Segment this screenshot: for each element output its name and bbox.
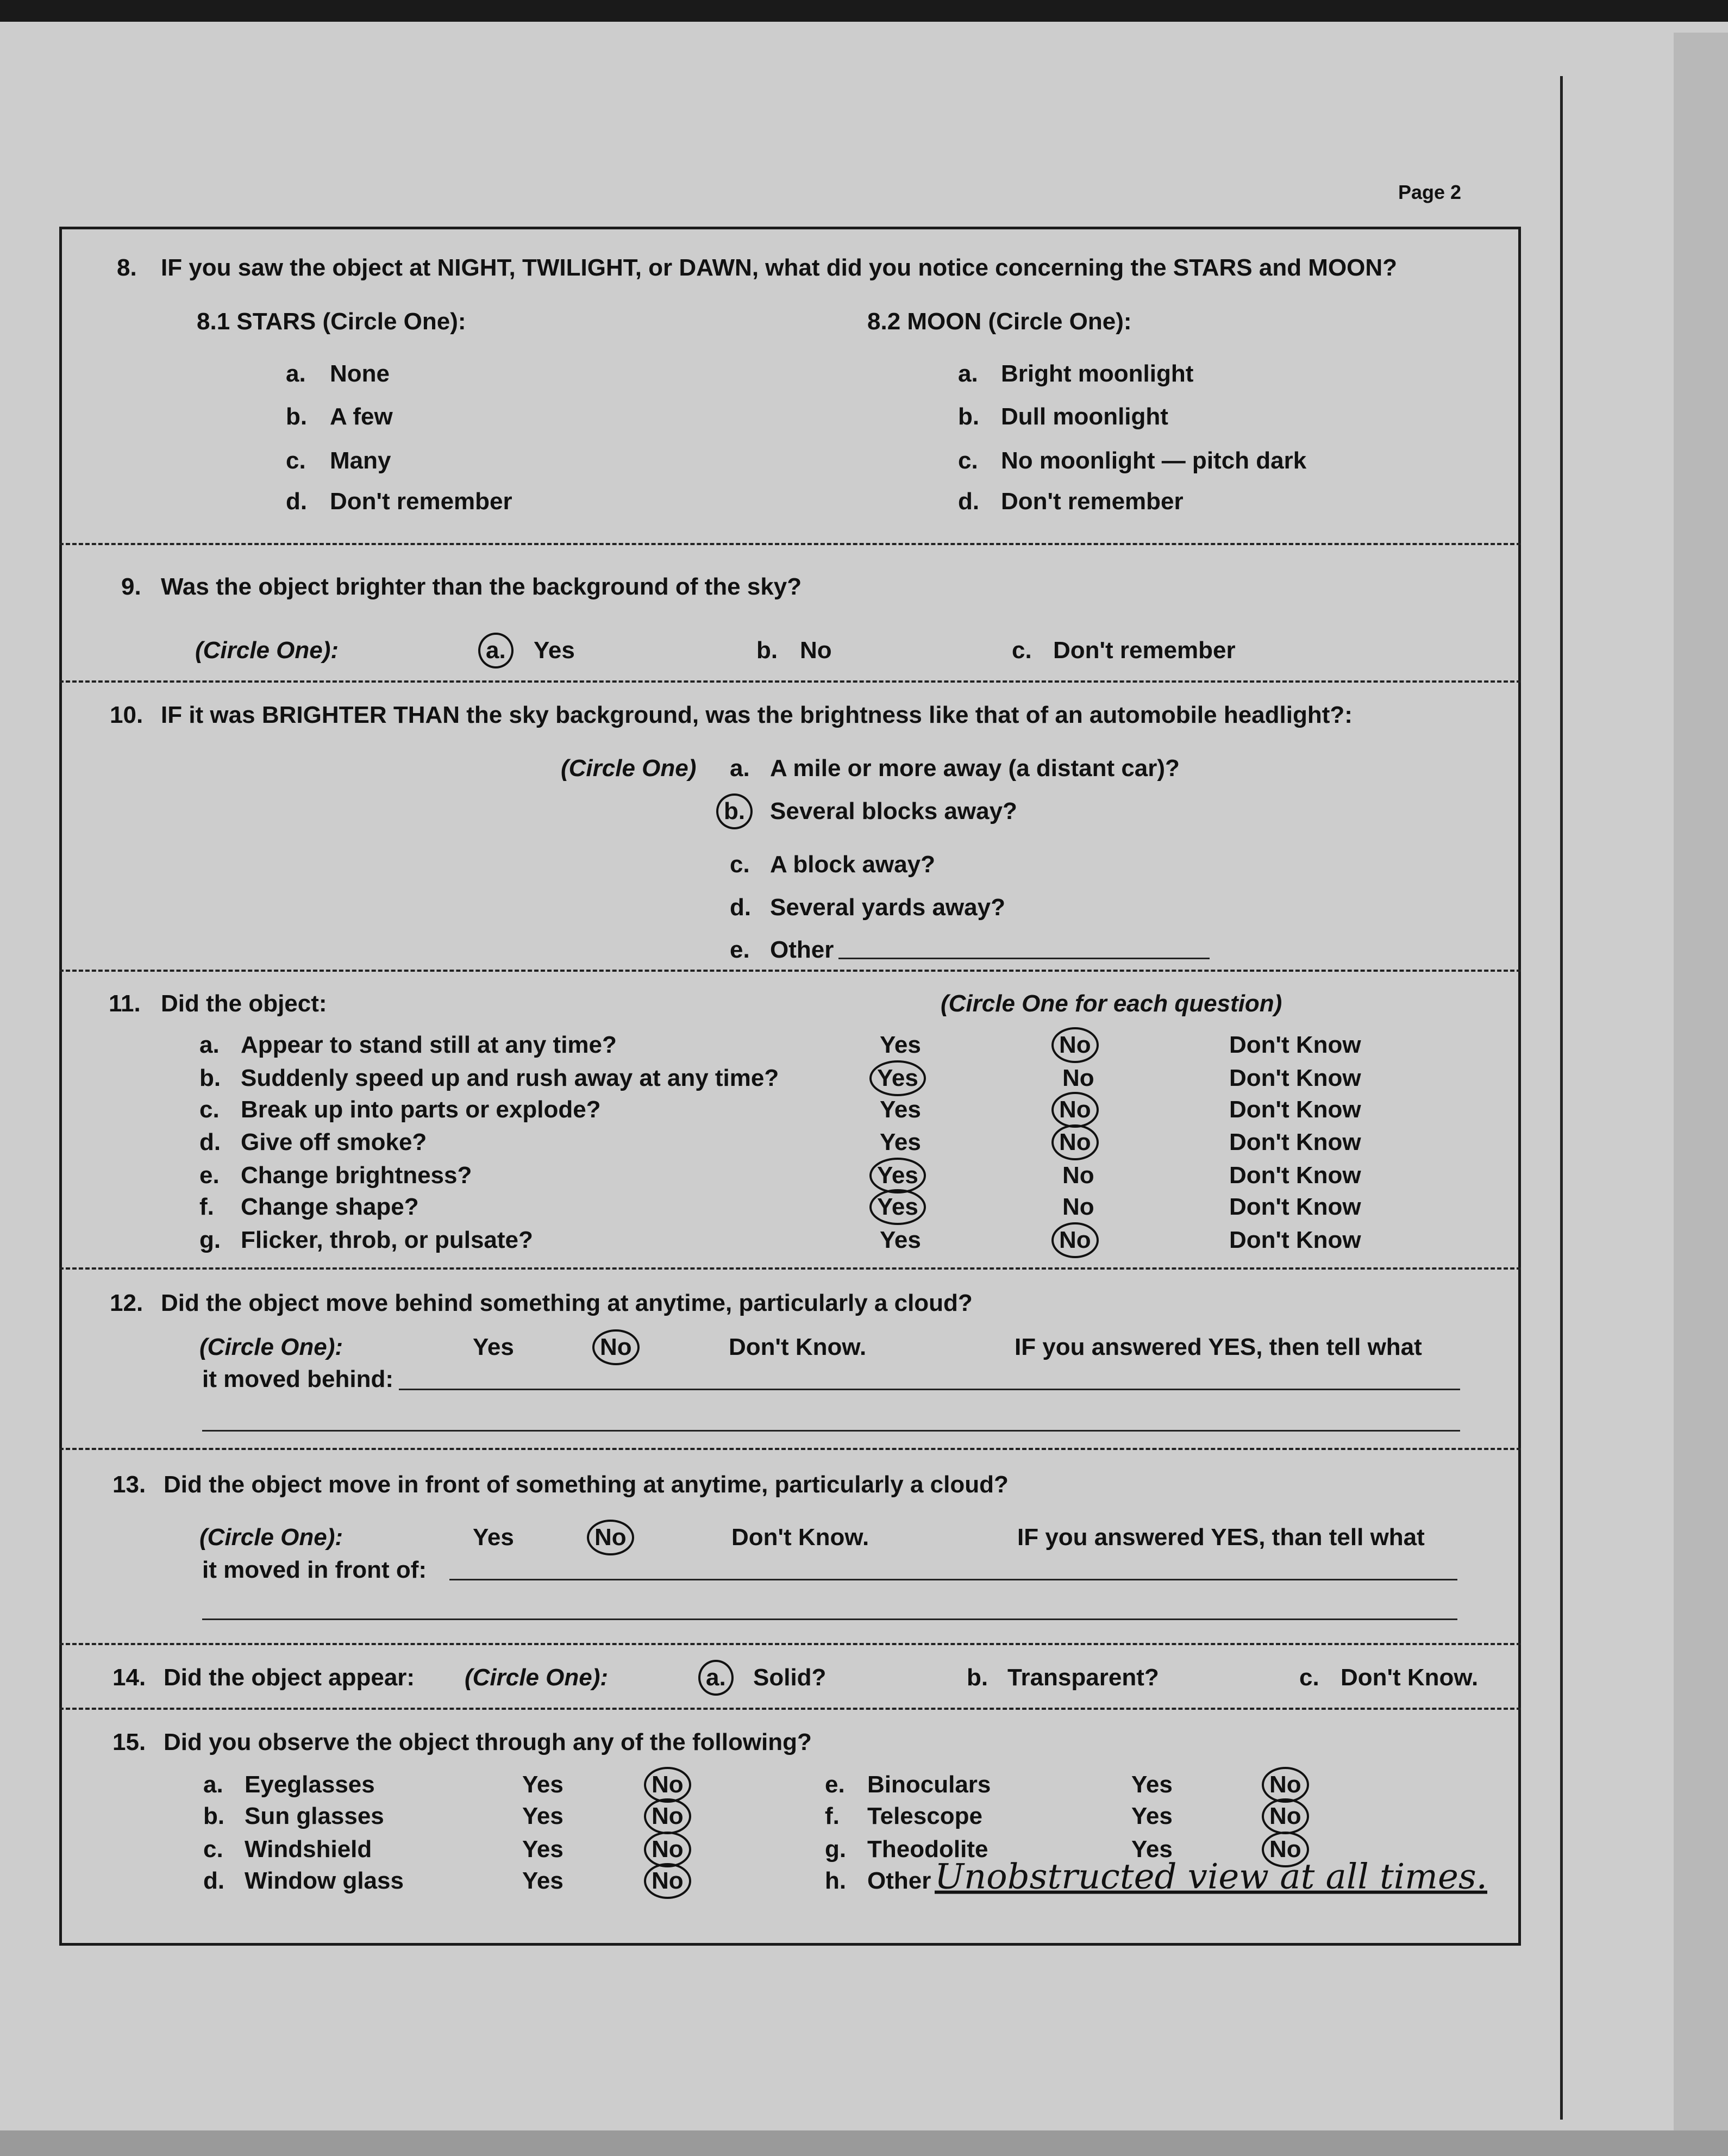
option-letter: d. bbox=[286, 488, 308, 515]
dont-know-option[interactable]: Don't Know bbox=[1229, 1065, 1361, 1091]
option-letter: d. bbox=[199, 1129, 221, 1155]
q13-follow-label: it moved in front of: bbox=[202, 1557, 427, 1583]
moon-option[interactable]: Dull moonlight bbox=[1001, 403, 1168, 430]
option-letter: a. bbox=[286, 360, 306, 387]
other-blank-line[interactable] bbox=[838, 958, 1210, 959]
option-letter: g. bbox=[199, 1227, 221, 1253]
q9-number: 9. bbox=[121, 573, 141, 600]
q15-number: 15. bbox=[112, 1729, 146, 1755]
yes-option-selected[interactable]: Yes bbox=[869, 1060, 926, 1096]
q12-if-yes-label: IF you answered YES, then tell what bbox=[1015, 1334, 1422, 1360]
dont-know-option[interactable]: Don't Know bbox=[1229, 1096, 1361, 1123]
q13-no-selected[interactable]: No bbox=[587, 1520, 634, 1555]
option-letter: a. bbox=[730, 755, 750, 782]
option-letter: b. bbox=[203, 1803, 225, 1829]
option-letter: f. bbox=[199, 1193, 214, 1220]
option-letter: a. bbox=[958, 360, 978, 387]
q9-option-a-selected[interactable]: a. bbox=[478, 633, 514, 668]
option-letter: c. bbox=[203, 1836, 223, 1863]
divider bbox=[59, 680, 1521, 683]
q12-no-selected[interactable]: No bbox=[592, 1329, 640, 1365]
option-letter: b. bbox=[967, 1664, 988, 1691]
moon-option[interactable]: Bright moonlight bbox=[1001, 360, 1194, 387]
no-option-selected[interactable]: No bbox=[644, 1863, 691, 1899]
q13-question: Did the object move in front of something at anytime, particularly a cloud? bbox=[164, 1471, 1009, 1498]
q10-option[interactable]: Other bbox=[770, 936, 834, 963]
yes-option-selected[interactable]: Yes bbox=[869, 1189, 926, 1225]
q10-option[interactable]: A mile or more away (a distant car)? bbox=[770, 755, 1180, 782]
yes-option[interactable]: Yes bbox=[1131, 1771, 1173, 1798]
q13-number: 13. bbox=[112, 1471, 146, 1498]
no-option-selected[interactable]: No bbox=[644, 1832, 691, 1867]
stars-option[interactable]: None bbox=[330, 360, 390, 387]
divider bbox=[59, 1643, 1521, 1645]
option-letter: c. bbox=[199, 1096, 220, 1123]
q11-number: 11. bbox=[109, 990, 141, 1017]
q14-option[interactable]: Don't Know. bbox=[1341, 1664, 1479, 1691]
q15-item-label: Windshield bbox=[245, 1836, 372, 1863]
q15-item-label: Theodolite bbox=[867, 1836, 988, 1863]
q11-question: Did the object: bbox=[161, 990, 327, 1017]
option-letter: g. bbox=[825, 1836, 847, 1863]
q11-item-question: Suddenly speed up and rush away at any time? bbox=[241, 1065, 779, 1091]
q11-item-question: Give off smoke? bbox=[241, 1129, 427, 1155]
scan-bottom-border bbox=[0, 2130, 1728, 2156]
option-letter: e. bbox=[825, 1771, 845, 1798]
yes-option[interactable]: Yes bbox=[880, 1032, 921, 1058]
q9-option-text[interactable]: No bbox=[800, 637, 832, 664]
yes-option[interactable]: Yes bbox=[522, 1803, 564, 1829]
stars-heading: 8.1 STARS (Circle One): bbox=[197, 308, 466, 335]
page-number: Page 2 bbox=[1398, 181, 1462, 203]
q10-option[interactable]: Several yards away? bbox=[770, 894, 1005, 921]
option-letter: c. bbox=[730, 851, 750, 878]
option-letter: e. bbox=[199, 1162, 220, 1189]
q8-question: IF you saw the object at NIGHT, TWILIGHT, or DAWN, what did you notice concerning the STARS and MOON? bbox=[161, 254, 1398, 281]
no-option-selected[interactable]: No bbox=[644, 1798, 691, 1834]
option-letter: b. bbox=[756, 637, 778, 664]
circle-one-label: (Circle One): bbox=[465, 1664, 609, 1691]
yes-option[interactable]: Yes bbox=[522, 1867, 564, 1894]
yes-option[interactable]: Yes bbox=[1131, 1803, 1173, 1829]
q15-item-label: Sun glasses bbox=[245, 1803, 384, 1829]
circle-one-label: (Circle One) bbox=[561, 755, 697, 782]
q15-item-label: Window glass bbox=[245, 1867, 404, 1894]
option-letter: c. bbox=[286, 447, 306, 474]
option-letter: b. bbox=[199, 1065, 221, 1091]
option-letter: a. bbox=[203, 1771, 223, 1798]
scan-top-border bbox=[0, 0, 1728, 22]
q9-question: Was the object brighter than the background of the sky? bbox=[161, 573, 802, 600]
answer-line[interactable] bbox=[202, 1618, 1457, 1620]
q13-if-yes-label: IF you answered YES, than tell what bbox=[1017, 1524, 1425, 1551]
circle-one-label: (Circle One): bbox=[199, 1524, 343, 1551]
q13-yes[interactable]: Yes bbox=[473, 1524, 514, 1551]
q15-item-label: Eyeglasses bbox=[245, 1771, 375, 1798]
q12-number: 12. bbox=[110, 1290, 143, 1316]
q9-option-text[interactable]: Don't remember bbox=[1053, 637, 1236, 664]
option-letter: h. bbox=[825, 1867, 847, 1894]
divider bbox=[59, 1448, 1521, 1450]
option-letter: d. bbox=[203, 1867, 225, 1894]
q14-option[interactable]: Transparent? bbox=[1007, 1664, 1159, 1691]
q9-option-text[interactable]: Yes bbox=[534, 637, 575, 664]
moon-option[interactable]: No moonlight — pitch dark bbox=[1001, 447, 1307, 474]
dont-know-option[interactable]: Don't Know bbox=[1229, 1129, 1361, 1155]
circle-one-label: (Circle One): bbox=[195, 637, 339, 664]
dont-know-option[interactable]: Don't Know bbox=[1229, 1227, 1361, 1253]
no-option-selected[interactable]: No bbox=[1051, 1092, 1099, 1128]
q11-item-question: Appear to stand still at any time? bbox=[241, 1032, 617, 1058]
no-option-selected[interactable]: No bbox=[1051, 1124, 1099, 1160]
moon-option[interactable]: Don't remember bbox=[1001, 488, 1184, 515]
option-letter: c. bbox=[958, 447, 978, 474]
no-option-selected[interactable]: No bbox=[644, 1767, 691, 1803]
q11-item-question: Change brightness? bbox=[241, 1162, 472, 1189]
stars-option[interactable]: A few bbox=[330, 403, 393, 430]
page-edge-line bbox=[1560, 76, 1563, 2120]
yes-option[interactable]: Yes bbox=[522, 1836, 564, 1863]
q11-item-question: Change shape? bbox=[241, 1193, 419, 1220]
no-option-selected[interactable]: No bbox=[1262, 1798, 1309, 1834]
option-letter: d. bbox=[730, 894, 752, 921]
divider bbox=[59, 543, 1521, 545]
q10-number: 10. bbox=[110, 702, 143, 728]
q13-dont-know[interactable]: Don't Know. bbox=[731, 1524, 869, 1551]
q15-item-label: Binoculars bbox=[867, 1771, 991, 1798]
no-option-selected[interactable]: No bbox=[1262, 1767, 1309, 1803]
q12-yes[interactable]: Yes bbox=[473, 1334, 514, 1360]
option-letter: d. bbox=[958, 488, 980, 515]
q11-item-question: Flicker, throb, or pulsate? bbox=[241, 1227, 533, 1253]
q15-question: Did you observe the object through any of the following? bbox=[164, 1729, 812, 1755]
q12-question: Did the object move behind something at anytime, particularly a cloud? bbox=[161, 1290, 973, 1316]
option-letter: a. bbox=[199, 1032, 220, 1058]
circle-one-label: (Circle One): bbox=[199, 1334, 343, 1360]
q10-option-b-selected[interactable]: b. bbox=[716, 793, 753, 829]
dont-know-option[interactable]: Don't Know bbox=[1229, 1162, 1361, 1189]
q15-other-label: Other bbox=[867, 1867, 931, 1894]
q10-option[interactable]: Several blocks away? bbox=[770, 798, 1017, 824]
q12-follow-label: it moved behind: bbox=[202, 1366, 393, 1392]
circle-one-label: (Circle One for each question) bbox=[941, 990, 1282, 1017]
no-option[interactable]: No bbox=[1062, 1162, 1094, 1189]
scan-right-edge bbox=[1674, 33, 1728, 2152]
option-letter: f. bbox=[825, 1803, 840, 1829]
q11-item-question: Break up into parts or explode? bbox=[241, 1096, 601, 1123]
q10-option[interactable]: A block away? bbox=[770, 851, 936, 878]
yes-option[interactable]: Yes bbox=[522, 1771, 564, 1798]
divider bbox=[59, 1708, 1521, 1710]
yes-option[interactable]: Yes bbox=[880, 1096, 921, 1123]
answer-line[interactable] bbox=[449, 1579, 1457, 1580]
yes-option[interactable]: Yes bbox=[880, 1129, 921, 1155]
no-option[interactable]: No bbox=[1062, 1065, 1094, 1091]
answer-line[interactable] bbox=[399, 1389, 1460, 1390]
stars-option[interactable]: Many bbox=[330, 447, 391, 474]
no-option-selected[interactable]: No bbox=[1051, 1222, 1099, 1258]
q10-question: IF it was BRIGHTER THAN the sky background, was the brightness like that of an automobile headlight?: bbox=[161, 702, 1353, 728]
option-letter: b. bbox=[286, 403, 308, 430]
yes-option-selected[interactable]: Yes bbox=[869, 1158, 926, 1193]
handwritten-other-answer[interactable]: Unobstructed view at all times. bbox=[935, 1857, 1487, 1897]
q14-option[interactable]: Solid? bbox=[753, 1664, 827, 1691]
q14-number: 14. bbox=[112, 1664, 146, 1691]
divider bbox=[59, 1267, 1521, 1270]
option-letter: b. bbox=[958, 403, 980, 430]
answer-line[interactable] bbox=[202, 1430, 1460, 1432]
divider bbox=[59, 970, 1521, 972]
option-letter: c. bbox=[1012, 637, 1032, 664]
q12-dont-know[interactable]: Don't Know. bbox=[729, 1334, 867, 1360]
moon-heading: 8.2 MOON (Circle One): bbox=[867, 308, 1132, 335]
no-option[interactable]: No bbox=[1062, 1193, 1094, 1220]
option-letter: e. bbox=[730, 936, 750, 963]
q8-number: 8. bbox=[117, 254, 137, 281]
yes-option[interactable]: Yes bbox=[1131, 1836, 1173, 1863]
q15-item-label: Telescope bbox=[867, 1803, 982, 1829]
stars-option[interactable]: Don't remember bbox=[330, 488, 512, 515]
option-letter: c. bbox=[1299, 1664, 1319, 1691]
no-option-selected[interactable]: No bbox=[1051, 1027, 1099, 1063]
yes-option[interactable]: Yes bbox=[880, 1227, 921, 1253]
dont-know-option[interactable]: Don't Know bbox=[1229, 1193, 1361, 1220]
dont-know-option[interactable]: Don't Know bbox=[1229, 1032, 1361, 1058]
q14-option-a-selected[interactable]: a. bbox=[698, 1660, 734, 1696]
no-option-selected[interactable]: No bbox=[1262, 1832, 1309, 1867]
q14-question: Did the object appear: bbox=[164, 1664, 415, 1691]
